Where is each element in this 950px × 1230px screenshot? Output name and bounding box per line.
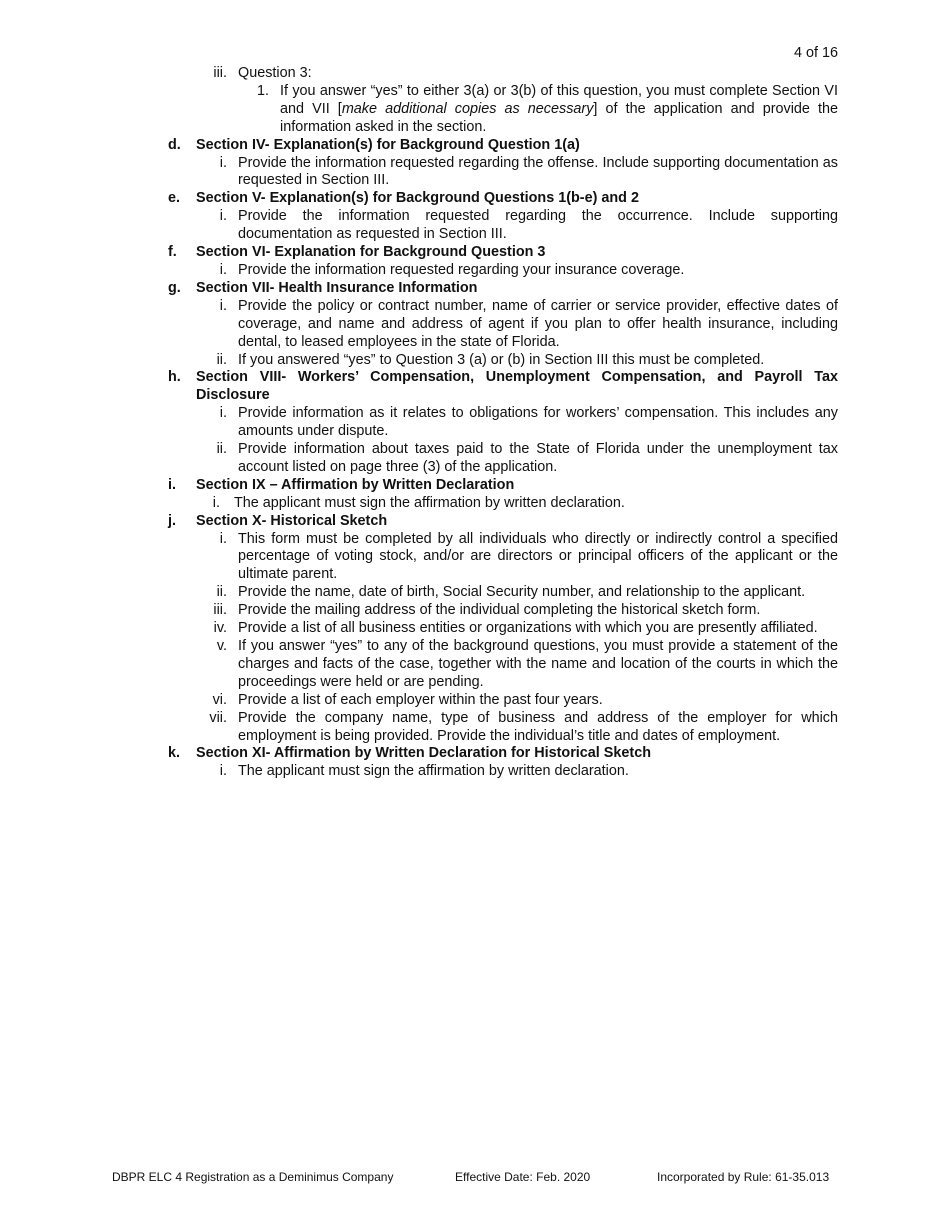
list-item — [168, 405, 838, 441]
footer-form-name: DBPR ELC 4 Registration as a Deminimus Company — [112, 1170, 394, 1184]
section-e — [168, 190, 838, 208]
section-title: Section VI- Explanation for Background Question 3 — [196, 244, 546, 261]
item-label: i. — [219, 208, 227, 225]
item-text: If you answered “yes” to Question 3 (a) or (b) in Section III this must be completed. — [238, 351, 765, 368]
list-item — [168, 763, 838, 781]
item-text: This form must be completed by all individuals who directly or indirectly control a specified percentage of voting stock, and/or are directors or principal officers of the applicant or the ultimate parent. — [238, 530, 838, 583]
item-label: vii. — [209, 709, 227, 726]
item-label: ii. — [216, 351, 227, 368]
item-label: i. — [212, 494, 220, 511]
instructions-body — [168, 65, 838, 781]
list-item — [168, 352, 838, 370]
section-title: Section VIII- Workers’ Compensation, Unemployment Compensation, and Payroll Tax Disclosure — [196, 369, 838, 404]
footer-rule: Incorporated by Rule: 61-35.013 — [657, 1170, 830, 1184]
item-text: Provide a list of all business entities or organizations with which you are presently affiliated. — [238, 620, 818, 637]
footer-effective-date: Effective Date: Feb. 2020 — [455, 1170, 591, 1184]
item-label: iii. — [213, 602, 227, 619]
item-label: i. — [219, 297, 227, 314]
item-text: Provide a list of each employer within the past four years. — [238, 691, 603, 708]
subitem-text-italic: make additional copies as necessary — [341, 100, 594, 117]
item-text: Provide the information requested regarding the occurrence. Include supporting documentation as requested in Section III. — [238, 208, 838, 243]
item-text: Provide information about taxes paid to the State of Florida under the unemployment tax account listed on page three (3) of the application. — [238, 441, 838, 475]
section-g — [168, 280, 838, 298]
section-h — [168, 369, 838, 405]
question-3-subitem — [168, 83, 838, 137]
item-text: Provide the information requested regarding your insurance coverage. — [238, 261, 685, 278]
list-item — [168, 602, 838, 620]
subitem-text-pre: If you answer “yes” to either 3(a) or 3(b) of this question, you must complete Section VI and VII [ — [280, 82, 838, 117]
item-label: ii. — [216, 441, 227, 458]
section-title: Section X- Historical Sketch — [196, 512, 388, 529]
section-letter: i. — [168, 476, 176, 493]
section-list — [168, 137, 838, 782]
list-item — [168, 262, 838, 280]
page-number: 4 of 16 — [793, 45, 838, 61]
item-label: ii. — [216, 584, 227, 601]
section-letter: d. — [168, 136, 181, 153]
list-item — [168, 584, 838, 602]
section-j — [168, 513, 838, 531]
section-letter: j. — [168, 512, 176, 529]
item-text: Provide the information requested regarding the offense. Include supporting documentation as requested in Section III. — [238, 154, 838, 189]
item-label: i. — [219, 261, 227, 278]
section-letter: k. — [168, 745, 181, 762]
list-item — [168, 441, 838, 477]
item-text: The applicant must sign the affirmation by written declaration. — [234, 494, 625, 511]
list-item — [168, 208, 838, 244]
item-label: vi. — [212, 691, 227, 708]
section-d — [168, 137, 838, 155]
list-item — [168, 155, 838, 191]
item-label: i. — [219, 763, 227, 780]
item-label: i. — [219, 405, 227, 422]
list-item — [168, 495, 838, 513]
item-label: iv. — [213, 620, 227, 637]
subitem-text-post: ] of the application and provide the information asked in the section. — [280, 100, 838, 135]
item-label: i. — [219, 530, 227, 547]
item-text: Provide information as it relates to obligations for workers’ compensation. This includes any amounts under dispute. — [238, 405, 838, 440]
section-letter: e. — [168, 190, 181, 207]
item-text: Provide the policy or contract number, name of carrier or service provider, effective dates of coverage, and name and address of agent if you plan to offer health insurance, including dental, to leased employees in the state of Florida. — [238, 297, 838, 350]
list-item — [168, 531, 838, 585]
question-3-title: Question 3: — [238, 65, 312, 81]
section-letter: f. — [168, 244, 177, 261]
section-letter: g. — [168, 279, 181, 296]
list-item — [168, 298, 838, 352]
item-text: The applicant must sign the affirmation by written declaration. — [238, 763, 629, 780]
item-label: i. — [219, 154, 227, 171]
subitem-label: 1. — [256, 82, 269, 99]
list-item — [168, 638, 838, 692]
item-label: iii. — [213, 65, 227, 81]
section-letter: h. — [168, 369, 181, 386]
list-item — [168, 692, 838, 710]
section-k — [168, 745, 838, 763]
item-text: Provide the company name, type of business and address of the employer for which employment is being provided. Provide the individual’s title and dates of employment. — [238, 709, 838, 744]
section-f — [168, 244, 838, 262]
list-item — [168, 620, 838, 638]
section-i — [168, 477, 838, 495]
list-item — [168, 710, 838, 746]
section-title: Section VII- Health Insurance Information — [196, 279, 478, 296]
section-title: Section IV- Explanation(s) for Background Question 1(a) — [196, 136, 580, 153]
question-3-item — [168, 65, 838, 83]
item-label: v. — [216, 638, 227, 654]
item-text: Provide the name, date of birth, Social Security number, and relationship to the applicant. — [238, 584, 806, 601]
item-text: Provide the mailing address of the individual completing the historical sketch form. — [238, 602, 761, 619]
section-title: Section IX – Affirmation by Written Declaration — [196, 476, 515, 493]
item-text: If you answer “yes” to any of the background questions, you must provide a statement of the charges and facts of the case, together with the name and location of the courts in which the proceedings were held or are pending. — [238, 638, 838, 690]
section-title: Section XI- Affirmation by Written Declaration for Historical Sketch — [196, 745, 651, 762]
section-title: Section V- Explanation(s) for Background Questions 1(b-e) and 2 — [196, 190, 639, 207]
